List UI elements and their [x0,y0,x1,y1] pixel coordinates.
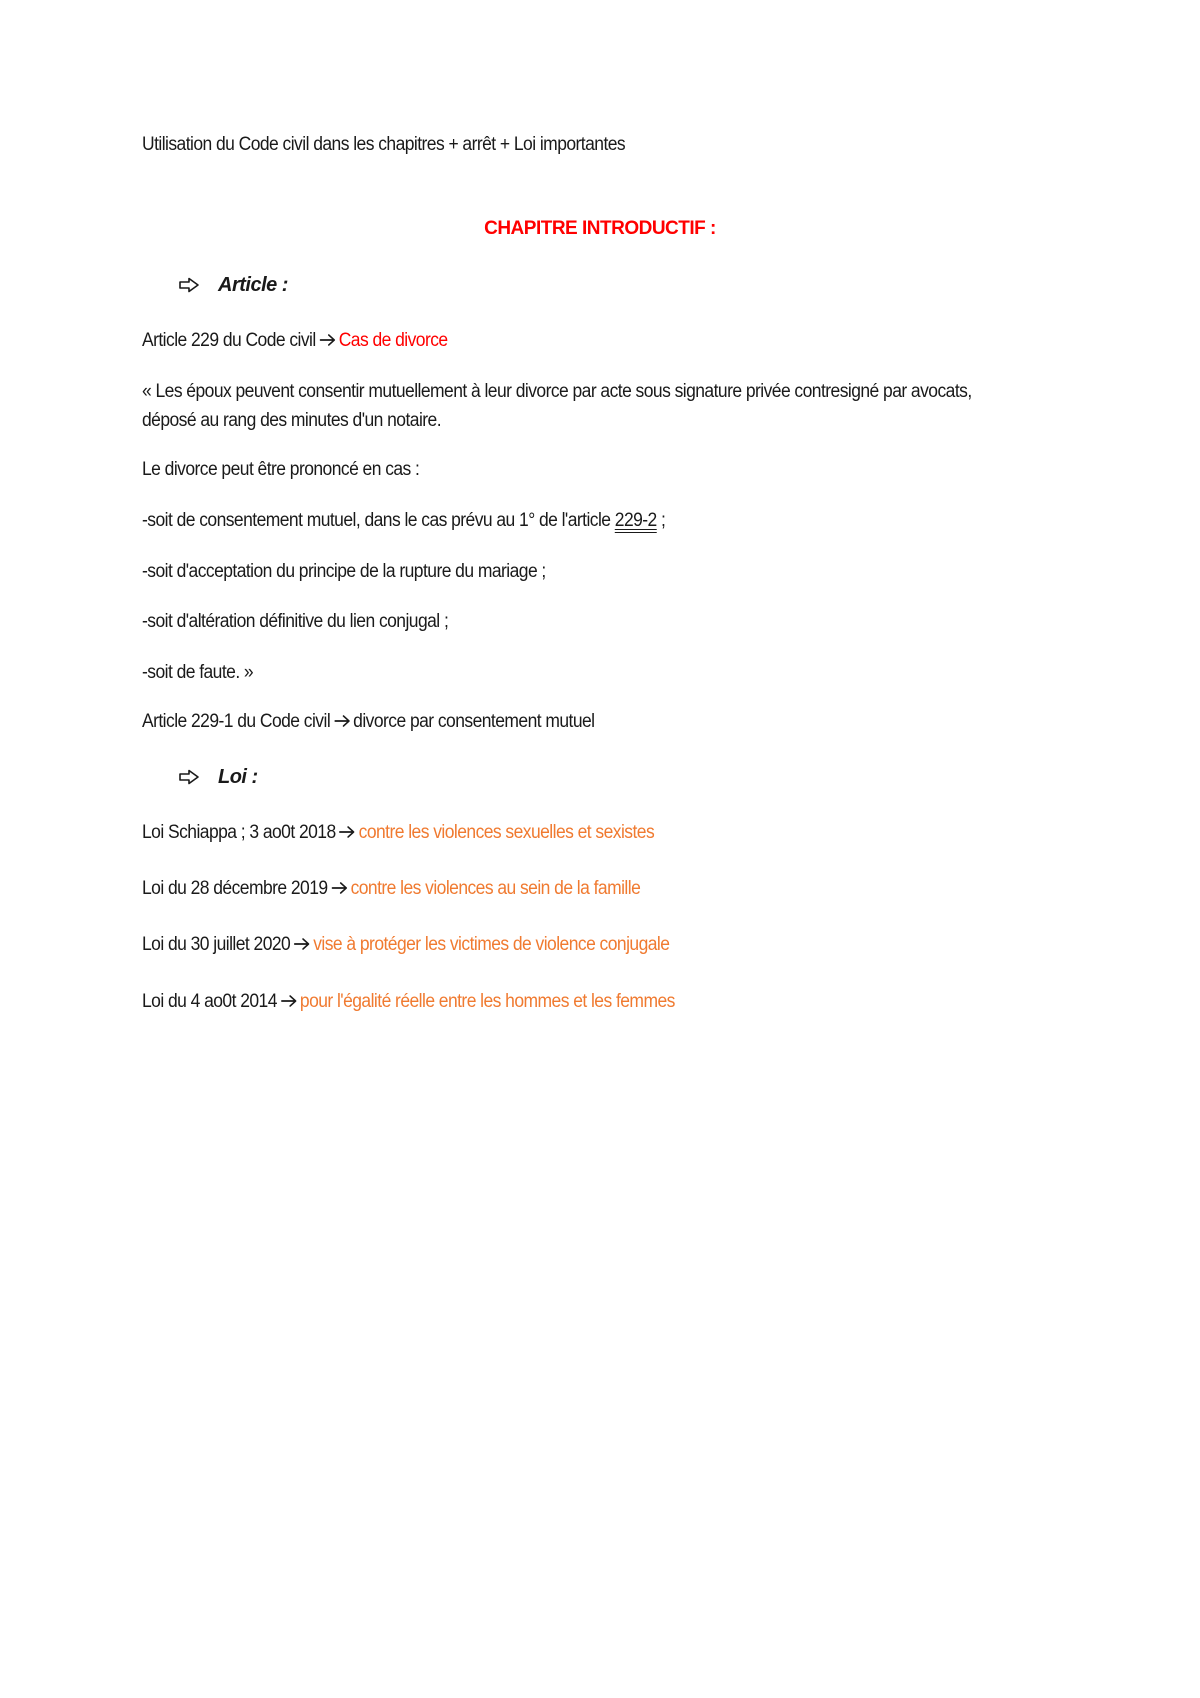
right-arrow-icon [339,825,356,839]
article-229-note: Cas de divorce [338,330,448,351]
loi-note: pour l'égalité réelle entre les hommes et les femmes [299,991,675,1012]
loi-note: contre les violences sexuelles et sexistes [358,822,655,843]
right-arrow-icon [331,881,348,895]
quote-item-2: -soit d'acceptation du principe de la rupture du mariage ; [142,561,546,582]
quote-line-1: « Les époux peuvent consentir mutuellement à leur divorce par acte sous signature privée contresigné par avocats, [142,381,972,402]
quote-item-1-text: -soit de consentement mutuel, dans le cas prévu au 1° de l'article [142,510,615,531]
article-229-1-line [142,707,595,737]
right-arrow-icon [281,994,298,1008]
loi-text: Loi du 30 juillet 2020 [142,934,291,955]
chapter-title: CHAPITRE INTRODUCTIF : [484,218,716,239]
quote-item-1-end: ; [656,510,666,531]
section-loi-heading [178,762,258,792]
right-arrow-icon [319,333,336,347]
loi-text: Loi du 4 ao0t 2014 [142,991,277,1012]
quote-line-3: Le divorce peut être prononcé en cas : [142,459,420,480]
section-article-heading [178,270,288,300]
intro-text: Utilisation du Code civil dans les chapitres + arrêt + Loi importantes [142,134,626,155]
hollow-right-arrow-icon [178,277,200,293]
loi-item [142,874,640,904]
quote-line-2: déposé au rang des minutes d'un notaire. [142,410,442,431]
quote-item-3: -soit d'altération définitive du lien conjugal ; [142,611,449,632]
loi-item [142,818,654,848]
section-article-label: Article : [218,274,288,296]
loi-item [142,930,669,960]
loi-text: Loi Schiappa ; 3 ao0t 2018 [142,822,336,843]
loi-note: vise à protéger les victimes de violence conjugale [313,934,670,955]
loi-text: Loi du 28 décembre 2019 [142,878,328,899]
article-229-text: Article 229 du Code civil [142,330,316,351]
right-arrow-icon [334,714,351,728]
section-loi-label: Loi : [218,766,258,788]
right-arrow-icon [294,937,311,951]
hollow-right-arrow-icon [178,769,200,785]
article-229-1-note: divorce par consentement mutuel [353,711,595,732]
quote-item-1 [142,506,665,536]
article-229-1-text: Article 229-1 du Code civil [142,711,331,732]
loi-note: contre les violences au sein de la famille [350,878,641,899]
article-229-line [142,326,448,356]
article-229-2-link[interactable]: 229-2 [614,510,657,531]
quote-item-4: -soit de faute. » [142,662,254,683]
loi-item [142,987,675,1017]
